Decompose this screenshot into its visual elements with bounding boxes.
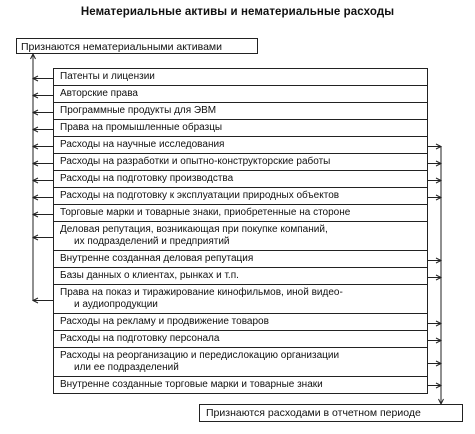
arrow-head-left-icon [33, 235, 38, 240]
list-item-text: Внутренне созданные торговые марки и товарные знаки [60, 379, 323, 390]
list-item-text: Базы данных о клиентах, рынках и т.п. [60, 270, 239, 281]
list-item [54, 188, 427, 205]
list-item-text: Расходы на подготовку персонала [60, 333, 220, 344]
list-item [54, 377, 427, 393]
arrow-head-left-icon [33, 110, 38, 115]
list-item-text: Торговые марки и товарные знаки, приобретенные на стороне [60, 207, 351, 218]
list-item-text: Патенты и лицензии [60, 71, 155, 82]
list-item-text-continued: их подразделений и предприятий [74, 236, 230, 247]
arrow-head-left-icon [33, 212, 38, 217]
list-item-text-continued: или ее подразделений [74, 362, 179, 373]
items-table [53, 68, 428, 394]
list-item-text: Расходы на подготовку к эксплуатации природных объектов [60, 190, 340, 201]
arrow-head-left-icon [33, 161, 38, 166]
list-item [54, 137, 427, 154]
list-item-text: Авторские права [60, 88, 138, 99]
list-item-text: Расходы на рекламу и продвижение товаров [60, 316, 269, 327]
arrow-head-right-icon [436, 321, 441, 326]
arrow-head-left-icon [33, 144, 38, 149]
arrow-head-left-icon [33, 178, 38, 183]
list-item-text: Расходы на научные исследования [60, 139, 225, 150]
list-item [54, 154, 427, 171]
diagram-title: Нематериальные активы и нематериальные расходы [80, 6, 395, 18]
list-item [54, 285, 427, 314]
arrow-head-left-icon [33, 93, 38, 98]
list-item [54, 205, 427, 222]
list-item [54, 69, 427, 86]
list-item [54, 314, 427, 331]
list-item-text: Расходы на реорганизацию и передислокацию организации [60, 350, 340, 361]
list-item-text: Права на промышленные образцы [60, 122, 223, 133]
arrow-head-right-icon [436, 338, 441, 343]
list-item-text: Расходы на разработки и опытно-конструкторские работы [60, 156, 331, 167]
arrow-head-right-icon [436, 178, 441, 183]
expenses-box: Признаются расходами в отчетном периоде [199, 404, 463, 422]
list-item [54, 348, 427, 377]
arrow-head-left-icon [33, 127, 38, 132]
list-item-text: Внутренне созданная деловая репутация [60, 253, 254, 264]
arrow-head-left-icon [33, 195, 38, 200]
list-item [54, 86, 427, 103]
arrow-head-right-icon [436, 258, 441, 263]
arrow-head-right-icon [436, 361, 441, 366]
arrow-head-right-icon [436, 144, 441, 149]
list-item [54, 103, 427, 120]
assets-box: Признаются нематериальными активами [16, 38, 258, 54]
arrow-head-left-icon [33, 298, 38, 303]
list-item [54, 268, 427, 285]
arrow-head-right-icon [436, 161, 441, 166]
list-item [54, 331, 427, 348]
list-item [54, 120, 427, 137]
arrow-head-right-icon [436, 195, 441, 200]
list-item-text: Деловая репутация, возникающая при покупке компаний, [60, 224, 328, 235]
arrow-head-right-icon [436, 383, 441, 388]
list-item-text: Права на показ и тиражирование кинофильмов, иной видео- [60, 287, 343, 298]
list-item [54, 251, 427, 268]
list-item-text: Расходы на подготовку производства [60, 173, 234, 184]
list-item [54, 222, 427, 251]
arrow-head-right-icon [436, 275, 441, 280]
arrow-head-left-icon [33, 76, 38, 81]
list-item-text-continued: и аудиопродукции [74, 299, 158, 310]
list-item-text: Программные продукты для ЭВМ [60, 105, 217, 116]
list-item [54, 171, 427, 188]
